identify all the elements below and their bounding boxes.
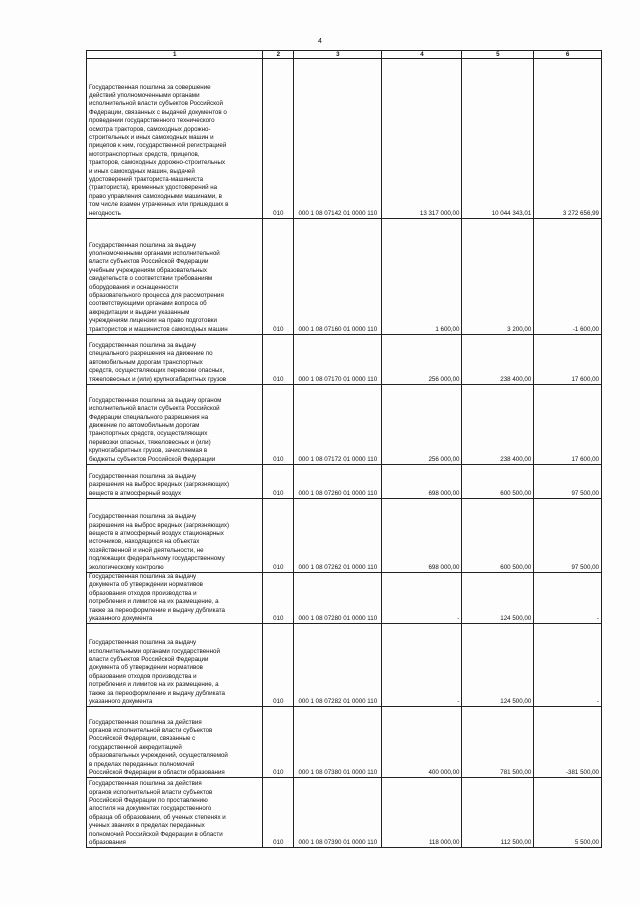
row-value-4: 698 000,00 (382, 499, 462, 573)
table-row (87, 59, 602, 219)
row-value-6: 17 600,00 (534, 335, 602, 385)
row-name: Государственная пошлина за выдачу специального разрешения на движение по автомобильным дорогам транспортных средств, осуществляющих перевозки опасных, тяжеловесных и (или) крупногабаритных грузов (87, 335, 263, 385)
row-value-6: 3 272 656,99 (534, 59, 602, 219)
row-line-code: 010 (263, 219, 294, 335)
table-row (87, 624, 602, 707)
row-name: Государственная пошлина за выдачу органом исполнительной власти субъекта Российской Федерации специального разрешения на движение по автомобильным дорогам транспортных средств, осуществляющих перевозки опасных, тяжеловесных и (или) крупногабаритных грузов, зачисляемая в бюджеты субъектов Российской Федерации (87, 385, 263, 465)
row-line-code: 010 (263, 499, 294, 573)
row-value-4: 13 317 000,00 (382, 59, 462, 219)
revenue-table (86, 50, 602, 848)
row-value-6: - (534, 573, 602, 624)
row-name: Государственная пошлина за действия органов исполнительной власти субъектов Российской Федерации по проставлению апостиля на документах государственного образца об образовании, об ученых степенях и ученых званиях в пределах переданных полномочий Российской Федерации в области образования (87, 778, 263, 848)
table-row (87, 499, 602, 573)
row-name: Государственная пошлина за выдачу уполномоченными органами исполнительной власти субъектов Российской Федерации учебным учреждениям образовательных свидетельств о соответствии требованиям оборудования и оснащенности образовательного процесса для рассмотрения соответствующими органами вопроса об аккредитации и выдачи указанным учреждениям лицензии на право подготовки трактористов и машинистов самоходных машин (87, 219, 263, 335)
row-line-code: 010 (263, 573, 294, 624)
table-row (87, 385, 602, 465)
table-row (87, 219, 602, 335)
table-row (87, 707, 602, 778)
row-name: Государственная пошлина за действия органов исполнительной власти субъектов Российской Федерации, связанные с государственной аккредитацией образовательных учреждений, осуществляемой в пределах переданных полномочий Российской Федерации в области образования (87, 707, 263, 778)
column-header-4: 4 (382, 51, 462, 59)
column-header-3: 3 (294, 51, 382, 59)
row-budget-code: 000 1 08 07280 01 0000 110 (294, 573, 382, 624)
row-name: Государственная пошлина за выдачу разрешения на выброс вредных (загрязняющих) веществ в атмосферный воздух (87, 465, 263, 499)
table-row (87, 465, 602, 499)
row-value-5: 10 044 343,01 (462, 59, 534, 219)
row-line-code: 010 (263, 335, 294, 385)
column-header-5: 5 (462, 51, 534, 59)
row-value-5: 3 200,00 (462, 219, 534, 335)
page-number: 4 (318, 38, 322, 45)
row-value-5: 124 500,00 (462, 624, 534, 707)
row-value-5: 600 500,00 (462, 465, 534, 499)
row-value-6: 5 500,00 (534, 778, 602, 848)
row-name: Государственная пошлина за совершение действий уполномоченными органами исполнительной власти субъектов Российской Федерации, связанных с выдачей документов о проведении государственного технического осмотра тракторов, самоходных дорожно- строительных и иных самоходных машин и прицепов к ним, государственной регистрацией мототранспортных средств, прицепов, тракторов, самоходных дорожно-строительных и иных самоходных машин, выдачей удостоверений тракториста-машиниста (тракториста), временных удостоверений на право управления самоходными машинами, в том числе взамен утраченных или пришедших в негодность (87, 59, 263, 219)
row-budget-code: 000 1 08 07260 01 0000 110 (294, 465, 382, 499)
table-row (87, 335, 602, 385)
row-line-code: 010 (263, 624, 294, 707)
row-budget-code: 000 1 08 07262 01 0000 110 (294, 499, 382, 573)
row-value-4: 400 000,00 (382, 707, 462, 778)
column-header-2: 2 (263, 51, 294, 59)
row-line-code: 010 (263, 385, 294, 465)
column-header-6: 6 (534, 51, 602, 59)
row-budget-code: 000 1 08 07282 01 0000 110 (294, 624, 382, 707)
row-line-code: 010 (263, 59, 294, 219)
row-name: Государственная пошлина за выдачу документа об утверждении нормативов образования отходов производства и потребления и лимитов на их размещение, а также за переоформление и выдачу дубликата указанного документа (87, 573, 263, 624)
row-value-4: 256 000,00 (382, 335, 462, 385)
row-value-5: 124 500,00 (462, 573, 534, 624)
table-header (87, 51, 602, 59)
row-budget-code: 000 1 08 07142 01 0000 110 (294, 59, 382, 219)
row-name: Государственная пошлина за выдачу разрешения на выброс вредных (загрязняющих) веществ в атмосферный воздух стационарных источников, находящихся на объектах хозяйственной и иной деятельности, не подлежащих федеральному государственному экологическому контролю (87, 499, 263, 573)
row-value-6: 17 600,00 (534, 385, 602, 465)
row-budget-code: 000 1 08 07390 01 0000 110 (294, 778, 382, 848)
row-value-5: 600 500,00 (462, 499, 534, 573)
row-value-4: - (382, 573, 462, 624)
header-row (87, 51, 602, 59)
row-value-6: 97 500,00 (534, 465, 602, 499)
row-value-4: 256 000,00 (382, 385, 462, 465)
row-name: Государственная пошлина за выдачу исполнительными органами государственной власти субъектов Российской Федерации документа об утверждении нормативов образования отходов производства и потребления и лимитов на их размещение, а также за переоформление и выдачу дубликата указанного документа (87, 624, 263, 707)
row-line-code: 010 (263, 778, 294, 848)
row-value-5: 112 500,00 (462, 778, 534, 848)
row-value-6: -381 500,00 (534, 707, 602, 778)
row-value-5: 238 400,00 (462, 335, 534, 385)
table-row (87, 778, 602, 848)
row-budget-code: 000 1 08 07172 01 0000 110 (294, 385, 382, 465)
row-budget-code: 000 1 08 07380 01 0000 110 (294, 707, 382, 778)
row-budget-code: 000 1 08 07170 01 0000 110 (294, 335, 382, 385)
row-line-code: 010 (263, 707, 294, 778)
table-row (87, 573, 602, 624)
table-body (87, 59, 602, 848)
row-value-5: 781 500,00 (462, 707, 534, 778)
row-value-6: 97 500,00 (534, 499, 602, 573)
row-value-5: 238 400,00 (462, 385, 534, 465)
row-value-6: - (534, 624, 602, 707)
row-value-4: 698 000,00 (382, 465, 462, 499)
row-value-4: - (382, 624, 462, 707)
row-value-6: -1 600,00 (534, 219, 602, 335)
row-line-code: 010 (263, 465, 294, 499)
column-header-1: 1 (87, 51, 263, 59)
row-budget-code: 000 1 08 07160 01 0000 110 (294, 219, 382, 335)
row-value-4: 118 000,00 (382, 778, 462, 848)
row-value-4: 1 600,00 (382, 219, 462, 335)
